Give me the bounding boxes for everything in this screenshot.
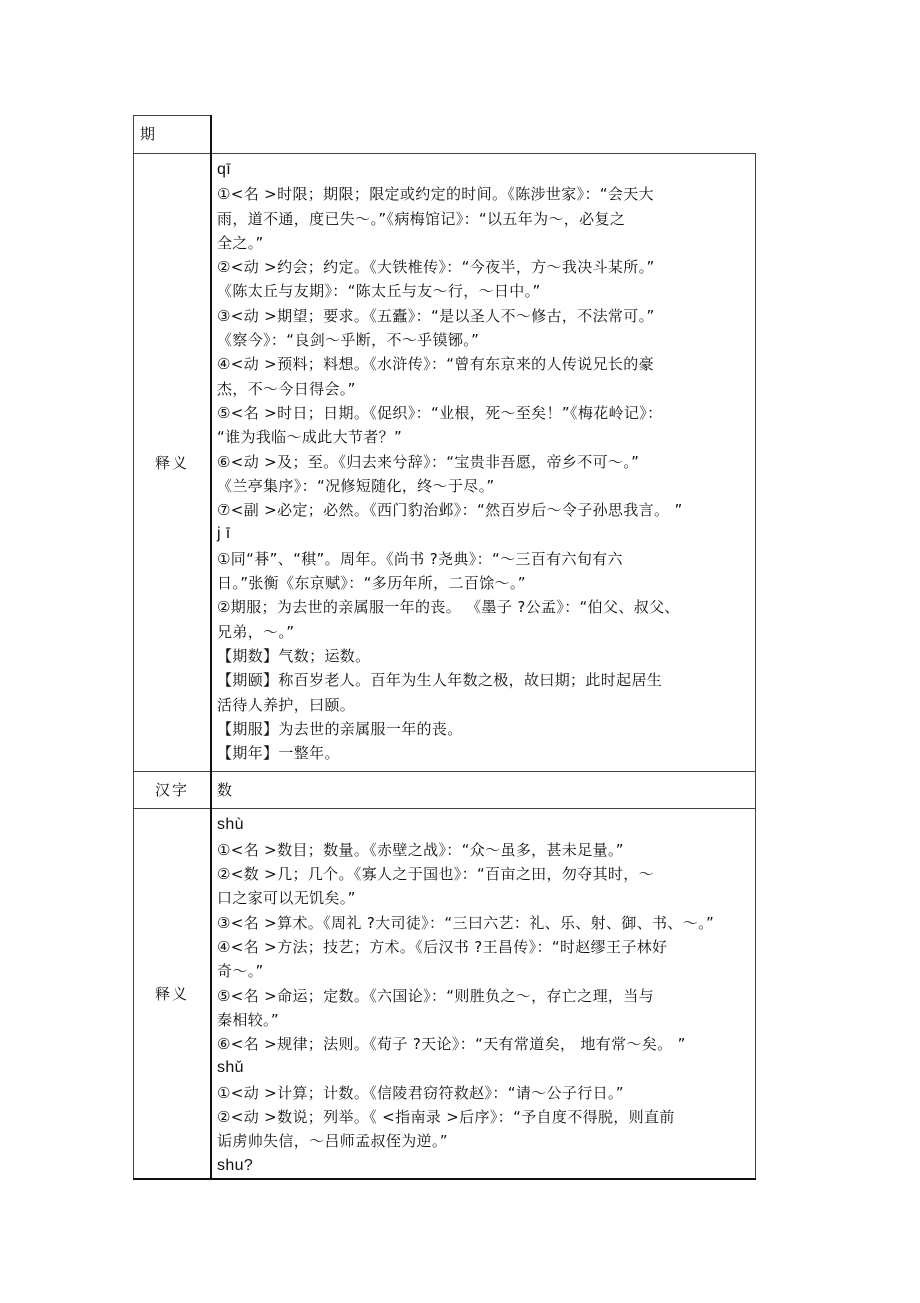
definition-line: 口之家可以无饥矣。” bbox=[217, 889, 356, 908]
definition-line: ⑤<名 >命运；定数。《六国论》：“则胜负之～，存亡之理，当与 bbox=[217, 986, 654, 1005]
pinyin-line: j ī bbox=[217, 525, 231, 543]
character-cell bbox=[211, 772, 756, 809]
definition-line: ②<数 >几；几个。《寡人之于国也》：“百亩之田，勿夺其时，～ bbox=[217, 865, 654, 884]
definition-line: 日。”张衡《东京赋》：“多历年所，二百馀～。” bbox=[217, 574, 526, 593]
definition-line: ①同“朞”、“稘”。周年。《尚书 ?尧典》：“～三百有六旬有六 bbox=[217, 549, 623, 568]
pinyin-line: shǔ bbox=[217, 1059, 244, 1077]
table-row-definitions-qi bbox=[134, 154, 756, 772]
definition-line: 兄弟，～。” bbox=[217, 622, 295, 641]
definition-line: 秦相较。” bbox=[217, 1010, 280, 1029]
definition-line: 【期年】一整年。 bbox=[217, 744, 340, 763]
definition-line: ⑥<动 >及；至。《归去来兮辞》：“宝贵非吾愿，帝乡不可～。” bbox=[217, 452, 640, 471]
definition-line: ①<名 >时限；期限；限定或约定的时间。《陈涉世家》：“会天大 bbox=[217, 185, 654, 204]
pinyin-line: shù bbox=[217, 816, 244, 834]
definition-line: ②期服；为去世的亲属服一年的丧。 《墨子 ?公孟》：“伯父、叔父、 bbox=[217, 598, 680, 617]
definition-line: 【期数】气数；运数。 bbox=[217, 646, 371, 665]
definition-line: ①<名 >数目；数量。《赤壁之战》：“众～虽多，甚未足量。” bbox=[217, 840, 624, 859]
definition-line: ⑥<名 >规律；法则。《荀子 ?天论》：“天有常道矣， 地有常～矣。 ” bbox=[217, 1035, 686, 1054]
definition-line: ⑤<名 >时日；日期。《促织》：“业根，死～至矣！”《梅花岭记》： bbox=[217, 403, 663, 422]
definition-line: 《兰亭集序》：“况修短随化，终～于尽。” bbox=[217, 476, 495, 495]
definition-line: 诟虏帅失信，～吕师孟叔侄为逆。” bbox=[217, 1132, 448, 1151]
definition-line: ②<动 >约会；约定。《大铁椎传》：“今夜半，方～我决斗某所。” bbox=[217, 258, 655, 277]
definition-line: 【期颐】称百岁老人。百年为生人年数之极，故曰期；此时起居生 bbox=[217, 671, 663, 690]
definition-line: 全之。” bbox=[217, 233, 264, 252]
empty-header-cell bbox=[211, 116, 756, 154]
definition-line: 杰，不～今日得会。” bbox=[217, 379, 356, 398]
definition-label-cell bbox=[134, 809, 212, 1179]
character-value: 数 bbox=[217, 781, 233, 800]
definition-label: 释义 bbox=[154, 453, 189, 472]
definition-line: ②<动 >数说；列举。《 <指南录 >后序》：“予自度不得脱，则直前 bbox=[217, 1107, 675, 1126]
definition-line: ④<名 >方法；技艺；方术。《后汉书 ?王昌传》：“时赵缪王子林好 bbox=[217, 937, 668, 956]
definition-line: ④<动 >预料；料想。《水浒传》：“曾有东京来的人传说兄长的豪 bbox=[217, 355, 654, 374]
table-row-char-shu bbox=[134, 772, 756, 809]
definition-line: 《察今》：“良剑～乎断，不～乎镆铘。” bbox=[217, 331, 480, 350]
definition-line: 【期服】为去世的亲属服一年的丧。 bbox=[217, 719, 463, 738]
dictionary-table bbox=[133, 115, 756, 1180]
character-cell bbox=[134, 116, 212, 154]
definition-line: ①<动 >计算；计数。《信陵君窃符救赵》：“请～公子行日。” bbox=[217, 1083, 624, 1102]
definition-line: 雨，道不通，度已失～。”《病梅馆记》：“以五年为～，必复之 bbox=[217, 209, 626, 228]
definition-line: ③<动 >期望；要求。《五蠹》：“是以圣人不～修古，不法常可。” bbox=[217, 306, 655, 325]
definition-line: 活待人养护，曰颐。 bbox=[217, 695, 356, 714]
pinyin-line: qī bbox=[217, 161, 232, 178]
definitions-list bbox=[217, 813, 751, 1177]
definition-label-cell bbox=[134, 154, 212, 772]
definition-line: 《陈太丘与友期》：“陈太丘与友～行，～日中。” bbox=[217, 282, 541, 301]
definitions-cell bbox=[211, 154, 756, 772]
definition-line: “谁为我临～成此大节者？” bbox=[217, 428, 403, 447]
character-label: 期 bbox=[140, 125, 158, 144]
header-label-cell bbox=[134, 772, 212, 809]
definition-line: 奇～。” bbox=[217, 962, 264, 981]
pinyin-line: shu? bbox=[217, 1156, 254, 1174]
definition-line: ⑦<副 >必定；必然。《西门豹治邺》：“然百岁后～令子孙思我言。 ” bbox=[217, 501, 683, 520]
definitions-list bbox=[217, 158, 751, 765]
definition-label: 释义 bbox=[154, 984, 189, 1003]
table-row-char-qi bbox=[134, 116, 756, 154]
definition-line: ③<名 >算术。《周礼 ?大司徒》：“三曰六艺：礼、乐、射、御、书、～。” bbox=[217, 913, 715, 932]
definitions-cell bbox=[211, 809, 756, 1179]
table-row-definitions-shu bbox=[134, 809, 756, 1179]
header-label: 汉字 bbox=[154, 781, 189, 800]
